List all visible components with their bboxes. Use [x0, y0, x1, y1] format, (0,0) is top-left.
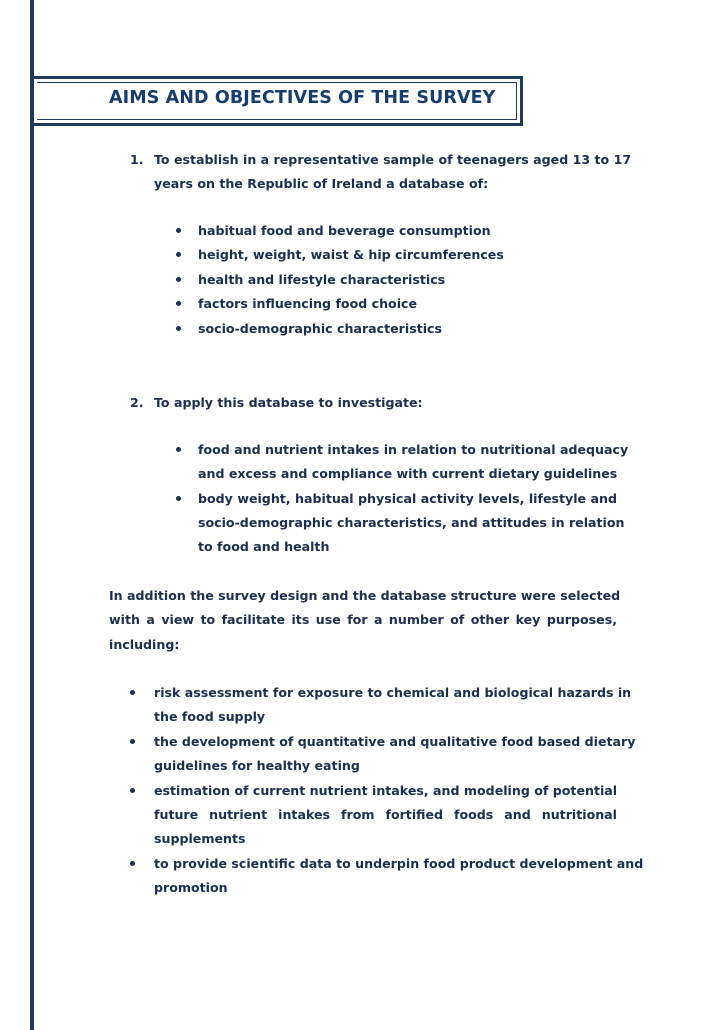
list-item-line: to provide scientific data to underpin food product development and — [154, 856, 644, 871]
list-item: habitual food and beverage consumption — [198, 223, 491, 238]
objective-number: 2. — [130, 395, 144, 410]
list-item-line: socio-demographic characteristics, and attitudes in relation — [198, 515, 625, 530]
bullet-icon — [176, 252, 181, 257]
list-item: socio-demographic characteristics — [198, 321, 442, 336]
list-item-line: estimation of current nutrient intakes, and modeling of potential — [154, 783, 618, 798]
bullet-icon — [130, 690, 135, 695]
list-item: health and lifestyle characteristics — [198, 272, 446, 287]
list-item-line: supplements — [154, 831, 246, 846]
list-item-line: risk assessment for exposure to chemical and biological hazards in — [154, 685, 632, 700]
objective-text-line: To apply this database to investigate: — [154, 395, 423, 410]
list-item-line: food and nutrient intakes in relation to nutritional adequacy — [198, 442, 629, 457]
list-item: height, weight, waist & hip circumferences — [198, 247, 504, 262]
list-item-line: to food and health — [198, 539, 330, 554]
paragraph-line: with a view to facilitate its use for a number of other key purposes, — [109, 612, 617, 627]
bullet-icon — [130, 861, 135, 866]
bullet-icon — [176, 496, 181, 501]
list-item-line: body weight, habitual physical activity levels, lifestyle and — [198, 491, 617, 506]
list-item-line: the food supply — [154, 709, 266, 724]
list-item-line: and excess and compliance with current dietary guidelines — [198, 466, 618, 481]
list-item: factors influencing food choice — [198, 296, 418, 311]
list-item-line: guidelines for healthy eating — [154, 758, 360, 773]
bullet-icon — [130, 788, 135, 793]
bullet-icon — [176, 326, 181, 331]
bullet-icon — [176, 277, 181, 282]
objective-number: 1. — [130, 152, 144, 167]
bullet-icon — [176, 228, 181, 233]
list-item-line: the development of quantitative and qualitative food based dietary — [154, 734, 636, 749]
paragraph-line: In addition the survey design and the database structure were selected — [109, 588, 621, 603]
list-item-line: promotion — [154, 880, 228, 895]
bullet-icon — [176, 301, 181, 306]
objective-text-line: years on the Republic of Ireland a database of: — [154, 176, 489, 191]
objective-text-line: To establish in a representative sample of teenagers aged 13 to 17 — [154, 152, 632, 167]
bullet-icon — [130, 739, 135, 744]
bullet-icon — [176, 447, 181, 452]
list-item-line: future nutrient intakes from fortified foods and nutritional — [154, 807, 617, 822]
page-title: AIMS AND OBJECTIVES OF THE SURVEY — [109, 88, 496, 108]
paragraph-line: including: — [109, 637, 180, 652]
page-side-rule — [30, 0, 34, 1030]
